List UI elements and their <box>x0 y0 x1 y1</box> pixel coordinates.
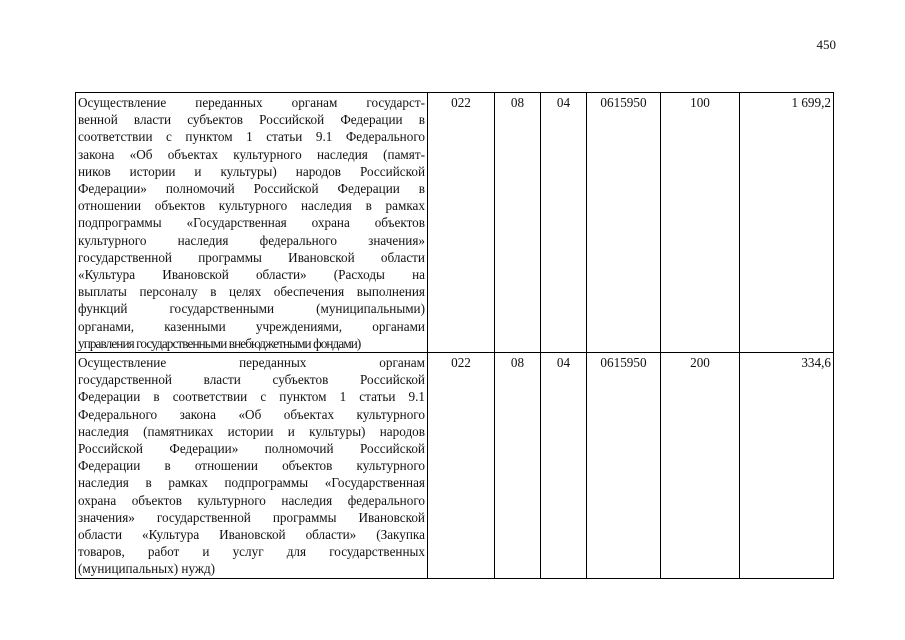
description-line: Осуществление переданных органам <box>78 355 425 371</box>
description-line: «Культура Ивановской области» (Расходы на <box>78 267 425 283</box>
ministry-code: 022 <box>428 353 495 579</box>
description-line: Федерального закона «Об объектах культурного <box>78 406 425 422</box>
budget-table <box>75 92 834 579</box>
description-line: области «Культура Ивановской области» (Закупка <box>78 527 425 543</box>
description-line: ников истории и культуры) народов Российской <box>78 163 425 179</box>
description-line: органами, казенными учреждениями, органами <box>78 318 425 334</box>
target-article-code: 0615950 <box>587 353 661 579</box>
description-line: Российской Федерации» полномочий Российской <box>78 441 425 457</box>
expense-description <box>76 353 428 579</box>
subsection-code: 04 <box>541 93 587 353</box>
description-line: государственной власти субъектов Российской <box>78 372 425 388</box>
description-line: Осуществление переданных органам государст- <box>78 95 425 110</box>
description-line: выплаты персоналу в целях обеспечения выполнения <box>78 284 425 300</box>
description-line: государственной программы Ивановской области <box>78 249 425 265</box>
description-line: Федерации» полномочий Российской Федерации в <box>78 181 425 197</box>
description-line: Федерации в соответствии с пунктом 1 статьи 9.1 <box>78 389 425 405</box>
description-line: наследия в рамках подпрограммы «Государственная <box>78 475 425 491</box>
description-line: соответствии с пунктом 1 статьи 9.1 Федерального <box>78 129 425 145</box>
description-line: закона «Об объектах культурного наследия (памят- <box>78 146 425 162</box>
description-line: отношении объектов культурного наследия в рамках <box>78 198 425 214</box>
amount: 334,6 <box>740 353 834 579</box>
table-row <box>76 353 834 579</box>
description-line: значения» государственной программы Ивановской <box>78 509 425 525</box>
section-code: 08 <box>495 353 541 579</box>
description-line: товаров, работ и услуг для государственных <box>78 544 425 560</box>
target-article-code: 0615950 <box>587 93 661 353</box>
expense-type-code: 200 <box>661 353 740 579</box>
description-line: венной власти субъектов Российской Федерации в <box>78 112 425 128</box>
table-row <box>76 93 834 353</box>
description-line: (муниципальных) нужд) <box>78 561 216 577</box>
ministry-code: 022 <box>428 93 495 353</box>
expense-description <box>76 93 428 353</box>
description-line: наследия (памятниках истории и культуры) народов <box>78 423 425 439</box>
page-number: 450 <box>816 37 836 52</box>
description-line: управления государственными внебюджетными фондами) <box>78 335 361 351</box>
description-line: культурного наследия федерального значения» <box>78 232 425 248</box>
description-line: Федерации в отношении объектов культурного <box>78 458 425 474</box>
subsection-code: 04 <box>541 353 587 579</box>
amount: 1 699,2 <box>740 93 834 353</box>
section-code: 08 <box>495 93 541 353</box>
expense-type-code: 100 <box>661 93 740 353</box>
description-line: подпрограммы «Государственная охрана объектов <box>78 215 425 231</box>
description-line: охрана объектов культурного наследия федерального <box>78 492 425 508</box>
description-line: функций государственными (муниципальными) <box>78 301 425 317</box>
